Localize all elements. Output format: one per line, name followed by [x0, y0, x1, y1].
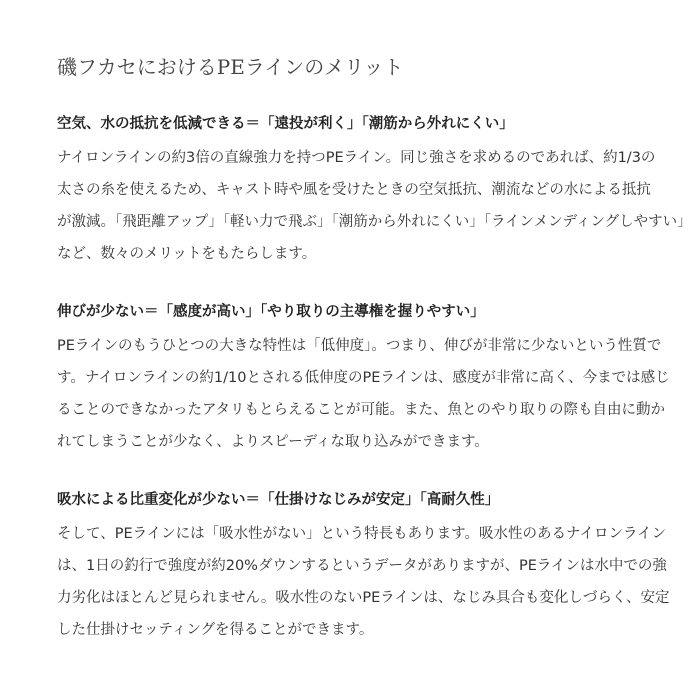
- section-body: [57, 336, 670, 464]
- body-line: は、1日の釣行で強度が約20%ダウンするというデータがありますが、PEラインは水中での強: [57, 558, 667, 574]
- body-line: す。ナイロンラインの約1/10とされる低伸度のPEラインは、感度が非常に高く、今までは感じ: [57, 370, 670, 386]
- section-water-absorption: [57, 490, 670, 652]
- body-line: ナイロンラインの約3倍の直線強力を持つPEライン。同じ強さを求めるのであれば、約1/3の: [57, 150, 656, 166]
- body-line: れてしまうことが少なく、よりスピーディな取り込みができます。: [57, 434, 489, 450]
- body-line: など、数々のメリットをもたらします。: [57, 246, 317, 262]
- body-line: した仕掛けセッティングを得ることができます。: [57, 622, 374, 638]
- section-body: [57, 524, 670, 652]
- body-line: PEラインのもうひとつの大きな特性は「低伸度」。つまり、伸びが非常に少ないという性質で: [57, 338, 662, 354]
- page-title: 磯フカセにおけるPEラインのメリット: [57, 55, 404, 79]
- body-line: そして、PEラインには「吸水性がない」という特長もあります。吸水性のあるナイロンライン: [57, 526, 667, 542]
- section-air-water-resistance: [57, 114, 692, 276]
- section-low-stretch: [57, 302, 670, 464]
- section-heading: 空気、水の抵抗を低減できる＝「遠投が利く」「潮筋から外れにくい」: [57, 116, 514, 132]
- section-heading: 伸びが少ない＝「感度が高い」「やり取りの主導権を握りやすい」: [57, 304, 485, 320]
- section-heading: 吸水による比重変化が少ない＝「仕掛けなじみが安定」「高耐久性」: [57, 492, 500, 508]
- body-line: ることのできなかったアタリもとらえることが可能。また、魚とのやり取りの際も自由に動か: [57, 402, 665, 418]
- body-line: が激減。「飛距離アップ」「軽い力で飛ぶ」「潮筋から外れにくい」「ラインメンディングしやすい」: [57, 214, 692, 230]
- section-body: [57, 148, 692, 276]
- body-line: 力劣化はほとんど見られません。吸水性のないPEラインは、なじみ具合も変化しづらく、安定: [57, 590, 670, 606]
- body-line: 太さの糸を使えるため、キャスト時や風を受けたときの空気抵抗、潮流などの水による抵抗: [57, 182, 651, 198]
